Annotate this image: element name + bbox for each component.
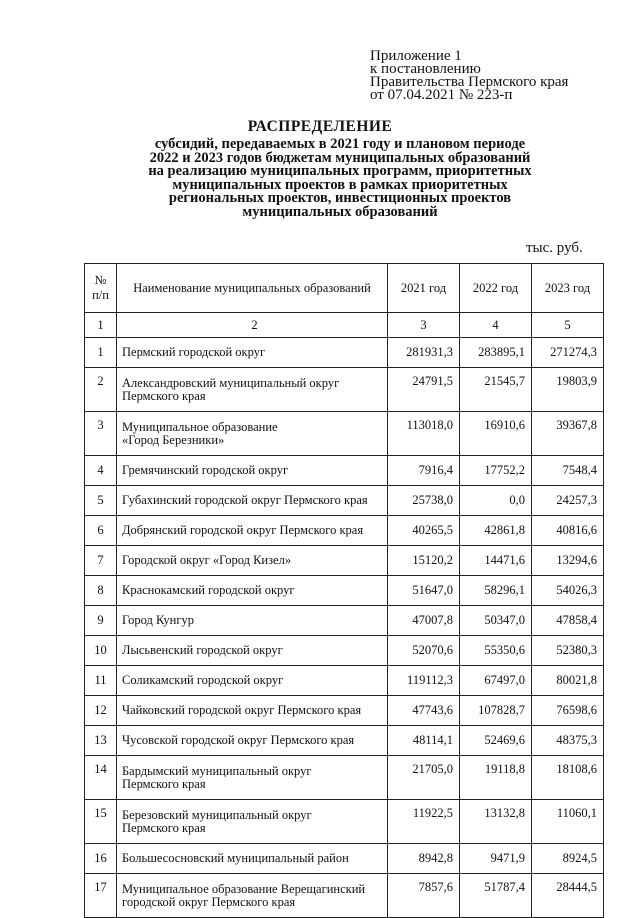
row-value-2023: 40816,6	[532, 516, 604, 546]
row-number: 6	[85, 516, 117, 546]
row-name-line: Добрянский городской округ Пермского края	[122, 523, 364, 538]
row-value-2023: 54026,3	[532, 576, 604, 606]
row-value-2022: 67497,0	[460, 666, 532, 696]
index-cell: 3	[388, 313, 460, 338]
row-name	[117, 338, 388, 368]
row-value-2023: 52380,3	[532, 636, 604, 666]
table-row	[85, 696, 604, 726]
row-value-2022: 16910,6	[460, 412, 532, 456]
row-value-2022: 58296,1	[460, 576, 532, 606]
subtitle-line: на реализацию муниципальных программ, приоритетных	[148, 163, 532, 180]
row-value-2021: 24791,5	[388, 368, 460, 412]
subtitle-line: муниципальных образований	[242, 203, 438, 220]
document-subtitle	[120, 138, 560, 220]
row-value-2022: 0,0	[460, 486, 532, 516]
row-name	[117, 576, 388, 606]
row-number: 3	[85, 412, 117, 456]
table-row	[85, 368, 604, 412]
row-value-2023: 80021,8	[532, 666, 604, 696]
row-number: 12	[85, 696, 117, 726]
table-index-row	[85, 313, 604, 338]
appendix-line: к постановлению	[370, 61, 481, 77]
row-value-2023: 39367,8	[532, 412, 604, 456]
row-value-2023: 7548,4	[532, 456, 604, 486]
row-value-2021: 7916,4	[388, 456, 460, 486]
index-cell: 5	[532, 313, 604, 338]
row-name-line: Муниципальное образование	[122, 420, 278, 434]
row-number: 5	[85, 486, 117, 516]
row-value-2022: 51787,4	[460, 874, 532, 918]
table-row	[85, 338, 604, 368]
row-name	[117, 636, 388, 666]
row-name-line: Бардымский муниципальный округ	[122, 764, 312, 778]
distribution-table	[84, 263, 604, 918]
row-value-2022: 19118,8	[460, 756, 532, 800]
row-value-2023: 19803,9	[532, 368, 604, 412]
row-name-line: Пермского края	[122, 820, 206, 835]
row-name	[117, 516, 388, 546]
subtitle-line: 2022 и 2023 годов бюджетам муниципальных образований	[149, 149, 531, 166]
row-value-2023: 13294,6	[532, 546, 604, 576]
table-row	[85, 516, 604, 546]
row-name-line: городской округ Пермского края	[122, 894, 296, 909]
row-name	[117, 606, 388, 636]
index-cell: 1	[85, 313, 117, 338]
row-name-line: Чайковский городской округ Пермского края	[122, 703, 362, 718]
row-name-line: Гремячинский городской округ	[122, 463, 289, 478]
row-number: 14	[85, 756, 117, 800]
row-value-2021: 281931,3	[388, 338, 460, 368]
index-cell: 4	[460, 313, 532, 338]
row-name-line: Александровский муниципальный округ	[122, 376, 340, 390]
header-num	[85, 264, 117, 313]
table-row	[85, 606, 604, 636]
subtitle-line: субсидий, передаваемых в 2021 году и плановом периоде	[154, 136, 526, 152]
row-value-2022: 50347,0	[460, 606, 532, 636]
row-name	[117, 844, 388, 874]
row-name-line: Город Кунгур	[122, 613, 194, 628]
row-name-line: Пермского края	[122, 776, 206, 791]
row-name-line: Березовский муниципальный округ	[122, 808, 312, 822]
row-value-2021: 47743,6	[388, 696, 460, 726]
row-value-2023: 28444,5	[532, 874, 604, 918]
appendix-line: Приложение 1	[370, 48, 462, 64]
row-number: 2	[85, 368, 117, 412]
table-row	[85, 486, 604, 516]
appendix-line: от 07.04.2021 № 223-п	[370, 87, 513, 103]
row-name	[117, 546, 388, 576]
row-name-line: Муниципальное образование Верещагинский	[122, 882, 366, 896]
row-value-2022: 107828,7	[460, 696, 532, 726]
table-row	[85, 844, 604, 874]
row-name	[117, 456, 388, 486]
header-2021: 2021 год	[388, 264, 460, 313]
row-name-line: Городской округ «Город Кизел»	[122, 553, 292, 568]
row-name-line: Губахинский городской округ Пермского края	[122, 493, 368, 508]
row-name-line: «Город Березники»	[122, 432, 225, 447]
row-number: 16	[85, 844, 117, 874]
row-name	[117, 486, 388, 516]
row-value-2021: 48114,1	[388, 726, 460, 756]
table-row	[85, 546, 604, 576]
row-value-2021: 25738,0	[388, 486, 460, 516]
table-row	[85, 874, 604, 918]
row-number: 11	[85, 666, 117, 696]
row-value-2021: 113018,0	[388, 412, 460, 456]
row-name	[117, 726, 388, 756]
row-value-2021: 52070,6	[388, 636, 460, 666]
table-row	[85, 576, 604, 606]
row-value-2021: 15120,2	[388, 546, 460, 576]
row-value-2021: 51647,0	[388, 576, 460, 606]
row-name	[117, 756, 388, 800]
row-value-2022: 13132,8	[460, 800, 532, 844]
table-row	[85, 726, 604, 756]
row-name-line: Соликамский городской округ	[122, 673, 284, 688]
table-row	[85, 456, 604, 486]
subtitle-line: региональных проектов, инвестиционных проектов	[168, 190, 512, 207]
row-value-2021: 21705,0	[388, 756, 460, 800]
row-value-2023: 24257,3	[532, 486, 604, 516]
row-name	[117, 800, 388, 844]
row-name-line: Чусовской городской округ Пермского края	[122, 733, 355, 748]
row-value-2022: 55350,6	[460, 636, 532, 666]
subtitle-line: муниципальных проектов в рамках приоритетных	[172, 176, 508, 193]
row-value-2022: 17752,2	[460, 456, 532, 486]
table-row	[85, 636, 604, 666]
row-value-2022: 52469,6	[460, 726, 532, 756]
table-row	[85, 756, 604, 800]
header-num-line1: №	[94, 273, 107, 287]
row-name-line: Пермский городской округ	[122, 345, 266, 360]
header-2022: 2022 год	[460, 264, 532, 313]
row-value-2022: 42861,8	[460, 516, 532, 546]
row-value-2021: 40265,5	[388, 516, 460, 546]
row-number: 9	[85, 606, 117, 636]
table-row	[85, 800, 604, 844]
row-value-2022: 283895,1	[460, 338, 532, 368]
row-name-line: Пермского края	[122, 388, 206, 403]
document-title: РАСПРЕДЕЛЕНИЕ	[247, 118, 393, 135]
header-name: Наименование муниципальных образований	[117, 264, 388, 313]
row-value-2023: 271274,3	[532, 338, 604, 368]
row-number: 1	[85, 338, 117, 368]
row-value-2021: 119112,3	[388, 666, 460, 696]
row-value-2022: 14471,6	[460, 546, 532, 576]
row-number: 4	[85, 456, 117, 486]
header-2023: 2023 год	[532, 264, 604, 313]
table-row	[85, 666, 604, 696]
table-header-row	[85, 264, 604, 313]
index-cell: 2	[117, 313, 388, 338]
row-value-2021: 11922,5	[388, 800, 460, 844]
row-value-2022: 21545,7	[460, 368, 532, 412]
row-number: 17	[85, 874, 117, 918]
row-number: 7	[85, 546, 117, 576]
row-name	[117, 412, 388, 456]
row-name-line: Лысьвенский городской округ	[122, 643, 283, 658]
appendix-line: Правительства Пермского края	[370, 74, 569, 90]
row-name	[117, 874, 388, 918]
row-number: 8	[85, 576, 117, 606]
row-value-2021: 47007,8	[388, 606, 460, 636]
row-value-2023: 47858,4	[532, 606, 604, 636]
row-value-2023: 76598,6	[532, 696, 604, 726]
table-row	[85, 412, 604, 456]
row-value-2023: 8924,5	[532, 844, 604, 874]
row-name-line: Большесосновский муниципальный район	[122, 851, 349, 866]
row-value-2021: 8942,8	[388, 844, 460, 874]
row-name	[117, 696, 388, 726]
row-number: 13	[85, 726, 117, 756]
header-num-line2: п/п	[92, 288, 109, 302]
row-name	[117, 666, 388, 696]
row-value-2022: 9471,9	[460, 844, 532, 874]
row-value-2023: 11060,1	[532, 800, 604, 844]
row-value-2023: 48375,3	[532, 726, 604, 756]
units-label: тыс. руб.	[526, 240, 583, 256]
row-value-2023: 18108,6	[532, 756, 604, 800]
row-number: 15	[85, 800, 117, 844]
row-name	[117, 368, 388, 412]
row-number: 10	[85, 636, 117, 666]
appendix-block	[370, 50, 568, 102]
row-name-line: Краснокамский городской округ	[122, 583, 295, 598]
row-value-2021: 7857,6	[388, 874, 460, 918]
